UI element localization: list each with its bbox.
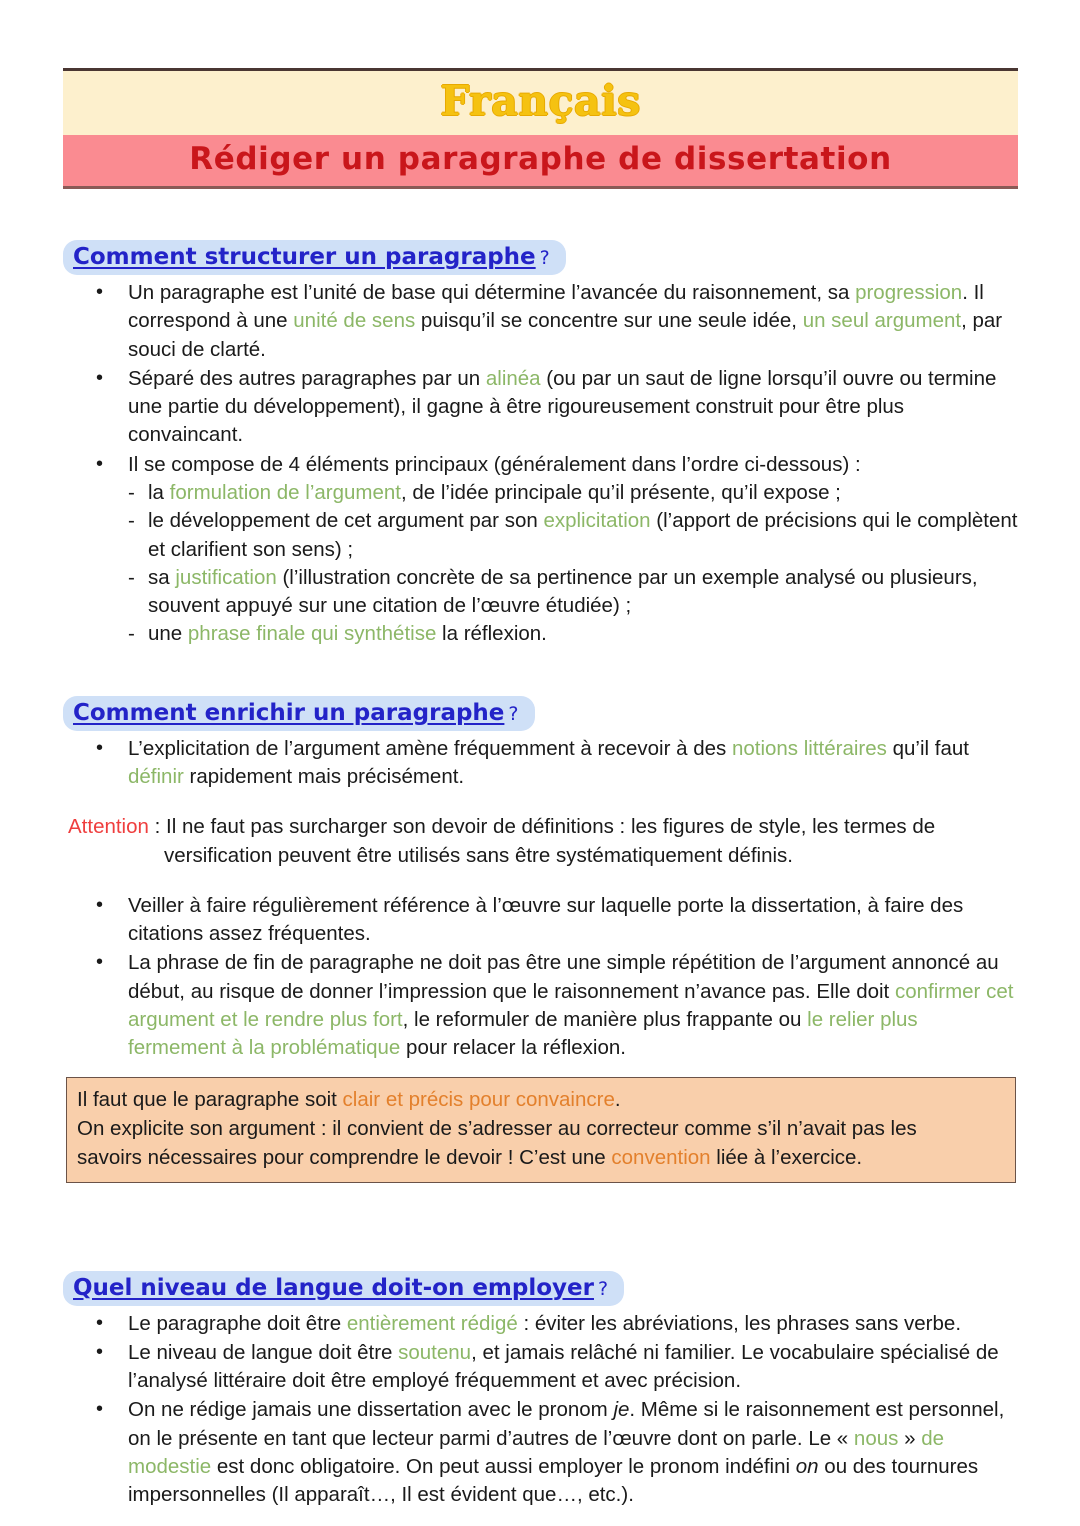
sub-list-item bbox=[128, 620, 1018, 648]
list-item-text: Le paragraphe doit être entièrement rédigé : éviter les abréviations, les phrases sans verbe. bbox=[128, 1311, 962, 1335]
sub-list-item-text: une phrase finale qui synthétise la réflexion. bbox=[148, 622, 547, 646]
highlight-note-box bbox=[66, 1077, 1016, 1183]
section-enrichir bbox=[0, 696, 1080, 1183]
list-item bbox=[0, 279, 1080, 364]
dash-marker-icon: - bbox=[128, 509, 135, 533]
section-heading-text: Comment structurer un paragraphe bbox=[73, 244, 536, 270]
section-heading-niveau-de-langue bbox=[63, 1271, 624, 1306]
bullet-dot-icon: • bbox=[96, 951, 104, 974]
subject-band bbox=[63, 71, 1018, 135]
bullet-dot-icon: • bbox=[96, 736, 104, 759]
bullet-list-structurer bbox=[0, 279, 1080, 649]
note-box-line: savoirs nécessaires pour comprendre le devoir ! C’est une convention liée à l’exercice. bbox=[77, 1146, 863, 1170]
bullet-list-enrichir-bottom bbox=[0, 892, 1080, 1063]
bullet-dot-icon: • bbox=[96, 452, 104, 475]
sub-list-item-text: la formulation de l’argument, de l’idée principale qu’il présente, qu’il expose ; bbox=[148, 481, 841, 505]
section-spacer bbox=[0, 1183, 1080, 1271]
list-item-text: Il se compose de 4 éléments principaux (généralement dans l’ordre ci-dessous) : bbox=[128, 452, 861, 476]
list-item-text: Veiller à faire régulièrement référence à l’œuvre sur laquelle porte la dissertation, à faire des citations assez fréquentes. bbox=[128, 893, 964, 946]
topic-title: Rédiger un paragraphe de dissertation bbox=[189, 141, 892, 178]
list-item-text: Un paragraphe est l’unité de base qui détermine l’avancée du raisonnement, sa progression. Il correspond à une unité de sens puisqu’il se concentre sur une seule idée, un seul argument, par souci de clarté. bbox=[128, 281, 1003, 361]
sub-list-item bbox=[128, 479, 1018, 507]
document-content bbox=[0, 240, 1080, 1511]
list-item-text: Le niveau de langue doit être soutenu, et jamais relâché ni familier. Le vocabulaire spécialisé de l’analysé littéraire doit être employé fréquemment et avec précision. bbox=[128, 1340, 999, 1393]
section-heading-wrap-niveau bbox=[0, 1271, 1080, 1306]
list-item-text: Séparé des autres paragraphes par un alinéa (ou par un saut de ligne lorsqu’il ouvre ou termine une partie du développement), il gagne à être rigoureusement construit pour être plus convaincant. bbox=[128, 366, 997, 447]
topic-band bbox=[63, 135, 1018, 186]
bullet-list-enrichir-top bbox=[0, 735, 1080, 792]
note-box-line: Il faut que le paragraphe soit clair et précis pour convaincre. bbox=[77, 1087, 621, 1111]
section-heading-text: Comment enrichir un paragraphe bbox=[73, 699, 505, 726]
section-heading-text: Quel niveau de langue doit-on employer bbox=[73, 1274, 594, 1301]
bullet-dot-icon: • bbox=[96, 1398, 104, 1421]
attention-label: Attention bbox=[68, 815, 149, 839]
sub-list-item bbox=[128, 564, 1018, 621]
document-header bbox=[63, 68, 1018, 189]
sub-list-item bbox=[128, 507, 1018, 564]
list-item bbox=[0, 451, 1080, 649]
list-item-text: L’explicitation de l’argument amène fréquemment à recevoir à des notions littéraires qu’il faut définir rapidement mais précisément. bbox=[128, 736, 969, 789]
attention-note bbox=[0, 813, 1080, 870]
dash-marker-icon: - bbox=[128, 481, 135, 505]
section-heading-wrap-enrichir bbox=[0, 696, 1080, 731]
bullet-dot-icon: • bbox=[96, 1311, 104, 1334]
subject-title: Français bbox=[440, 77, 641, 125]
bullet-dot-icon: • bbox=[96, 281, 104, 304]
bullet-list-niveau bbox=[0, 1310, 1080, 1510]
bullet-dot-icon: • bbox=[96, 893, 104, 916]
list-item bbox=[0, 1310, 1080, 1338]
bullet-dot-icon: • bbox=[96, 366, 104, 389]
section-heading-question-mark: ? bbox=[597, 1277, 609, 1300]
attention-line-1: : Il ne faut pas surcharger son devoir de définitions : les figures de style, les termes de bbox=[148, 815, 936, 839]
sub-list-item-text: le développement de cet argument par son explicitation (l’apport de précisions qui le complètent et clarifient son sens) ; bbox=[148, 509, 1018, 561]
list-item bbox=[0, 365, 1080, 450]
section-heading-structurer bbox=[63, 240, 566, 275]
note-box-line: On explicite son argument : il convient de s’adresser au correcteur comme s’il n’avait pas les bbox=[77, 1116, 917, 1140]
section-heading-enrichir bbox=[63, 696, 535, 731]
list-item bbox=[0, 1396, 1080, 1509]
list-item-text: La phrase de fin de paragraphe ne doit pas être une simple répétition de l’argument annoncé au début, au risque de donner l’impression que le raisonnement n’avance pas. Elle doit confirmer cet argument et le rendre plus fort, le reformuler de manière plus frappante ou le relier plus fermement à la problématique pour relacer la réflexion. bbox=[128, 951, 1014, 1060]
dash-marker-icon: - bbox=[128, 622, 135, 646]
sub-list-elements bbox=[128, 479, 1018, 649]
section-structurer bbox=[0, 240, 1080, 649]
dash-marker-icon: - bbox=[128, 565, 135, 589]
section-heading-wrap-structurer bbox=[0, 240, 1080, 275]
list-item-text: On ne rédige jamais une dissertation avec le pronom je. Même si le raisonnement est personnel, on le présente en tant que lecteur parmi d’autres de l’œuvre dont on parle. Le « nous » de modestie est donc obligatoire. On peut aussi employer le pronom indéfini on ou des tournures impersonnelles (Il apparaît…, Il est évident que…, etc.). bbox=[128, 1398, 1005, 1507]
list-item bbox=[0, 949, 1080, 1062]
list-item bbox=[0, 1339, 1080, 1396]
list-item bbox=[0, 892, 1080, 949]
section-heading-question-mark: ? bbox=[539, 247, 550, 269]
attention-line-2: versification peuvent être utilisés sans être systématiquement définis. bbox=[164, 843, 793, 867]
bullet-dot-icon: • bbox=[96, 1340, 104, 1363]
section-heading-question-mark: ? bbox=[508, 702, 519, 725]
section-spacer bbox=[0, 650, 1080, 696]
section-niveau-de-langue bbox=[0, 1271, 1080, 1510]
sub-list-item-text: sa justification (l’illustration concrète de sa pertinence par un exemple analysé ou plusieurs, souvent appuyé sur une citation de l’œuvre étudiée) ; bbox=[148, 565, 978, 618]
list-item bbox=[0, 735, 1080, 792]
